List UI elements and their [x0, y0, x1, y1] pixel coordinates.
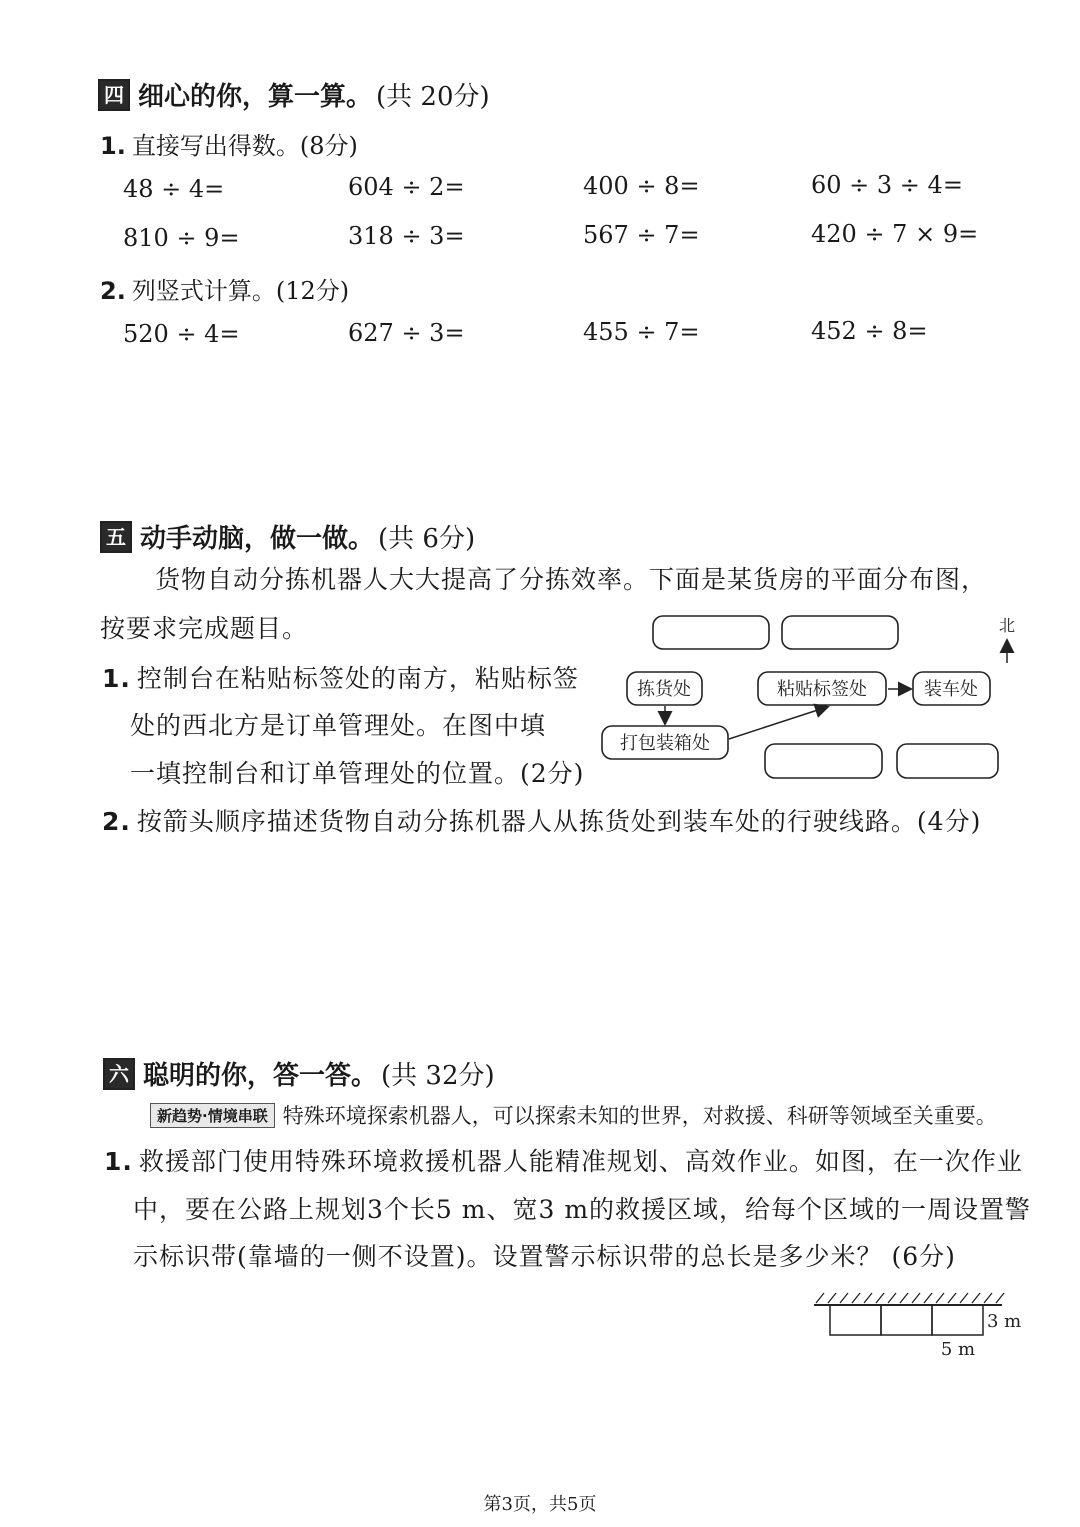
question-text: 救援部门使用特殊环境救援机器人能精准规划、高效作业。如图，在一次作业 — [138, 1147, 1023, 1176]
blank-box[interactable] — [897, 744, 998, 778]
rescue-area-2 — [881, 1305, 932, 1335]
section-5-number: 五 — [100, 521, 132, 553]
question-text: 按箭头顺序描述货物自动分拣机器人从拣货处到装车处的行驶线路。(4分) — [136, 807, 982, 836]
wall-hatching — [816, 1293, 1004, 1303]
equation: 627 ÷ 3= — [348, 319, 465, 347]
intro-text: 特殊环境探索机器人，可以探索未知的世界，对救援、科研等领域至关重要。 — [282, 1104, 997, 1128]
blank-box[interactable] — [653, 616, 769, 649]
equation: 810 ÷ 9= — [123, 224, 240, 252]
equation: 452 ÷ 8= — [811, 317, 928, 345]
section-6-header — [103, 1055, 495, 1092]
question-number: 1. — [102, 664, 131, 693]
section-6-score: (共 32分) — [381, 1061, 495, 1091]
section-5-q2 — [102, 798, 981, 846]
section-6-number: 六 — [103, 1058, 135, 1090]
section-4-title: 细心的你，算一算。 — [138, 82, 373, 112]
section-5-q1-line1 — [102, 655, 579, 703]
rescue-area-1 — [830, 1305, 881, 1335]
load-label: 装车处 — [924, 679, 978, 700]
pick-label: 拣货处 — [637, 679, 691, 700]
section-6-q1-line1 — [104, 1138, 1023, 1186]
pack-label: 打包装箱处 — [620, 733, 710, 754]
trend-badge: 新趋势·情境串联 — [150, 1103, 275, 1128]
warehouse-map — [595, 605, 1015, 795]
section-5-title: 动手动脑，做一做。 — [140, 524, 375, 554]
section-5-score: (共 6分) — [378, 524, 476, 554]
section-4-q1-title — [100, 126, 358, 161]
equation: 420 ÷ 7 × 9= — [811, 220, 979, 248]
question-number: 1. — [100, 132, 126, 160]
equation: 400 ÷ 8= — [583, 172, 700, 200]
equation: 567 ÷ 7= — [583, 221, 700, 249]
page-footer: 第3页，共5页 — [483, 1494, 597, 1515]
blank-box[interactable] — [765, 744, 882, 778]
equation: 604 ÷ 2= — [348, 173, 465, 201]
section-6-intro — [150, 1100, 997, 1130]
section-5-q1-line2: 处的西北方是订单管理处。在图中填 — [130, 711, 547, 740]
section-4-header — [98, 76, 490, 113]
question-number: 1. — [104, 1147, 133, 1176]
question-text: 控制台在粘贴标签处的南方，粘贴标签 — [136, 664, 579, 693]
section-5-intro-line2: 按要求完成题目。 — [100, 614, 309, 643]
label-station-label: 粘贴标签处 — [777, 679, 867, 700]
equation: 60 ÷ 3 ÷ 4= — [811, 171, 963, 199]
width-label: 3 m — [987, 1311, 1022, 1332]
blank-box[interactable] — [782, 616, 898, 649]
section-4-q2-title — [100, 271, 349, 306]
section-4-number: 四 — [98, 79, 130, 111]
section-5-header — [100, 518, 475, 555]
section-6-title: 聪明的你，答一答。 — [143, 1061, 378, 1091]
section-6-q1-line3: 示标识带(靠墙的一侧不设置)。设置警示标识带的总长是多少米？ (6分) — [133, 1242, 956, 1271]
rescue-area-figure — [810, 1285, 1025, 1365]
equation: 318 ÷ 3= — [348, 222, 465, 250]
question-text: 列竖式计算。(12分) — [131, 277, 350, 305]
section-5-intro-line1: 货物自动分拣机器人大大提高了分拣效率。下面是某货房的平面分布图， — [155, 565, 988, 594]
section-6-q1-line2: 中，要在公路上规划3个长5 m、宽3 m的救援区域，给每个区域的一周设置警 — [133, 1195, 1032, 1224]
equation: 455 ÷ 7= — [583, 318, 700, 346]
rescue-area-3 — [932, 1305, 983, 1335]
equation: 48 ÷ 4= — [123, 175, 225, 203]
section-4-score: (共 20分) — [376, 82, 490, 112]
question-number: 2. — [102, 807, 131, 836]
question-text: 直接写出得数。(8分) — [131, 132, 358, 160]
section-5-q1-line3: 一填控制台和订单管理处的位置。(2分) — [130, 759, 585, 788]
north-label: 北 — [998, 616, 1015, 635]
arrow-pack-to-label — [729, 707, 827, 739]
equation: 520 ÷ 4= — [123, 320, 240, 348]
length-label: 5 m — [940, 1339, 976, 1360]
question-number: 2. — [100, 277, 126, 305]
